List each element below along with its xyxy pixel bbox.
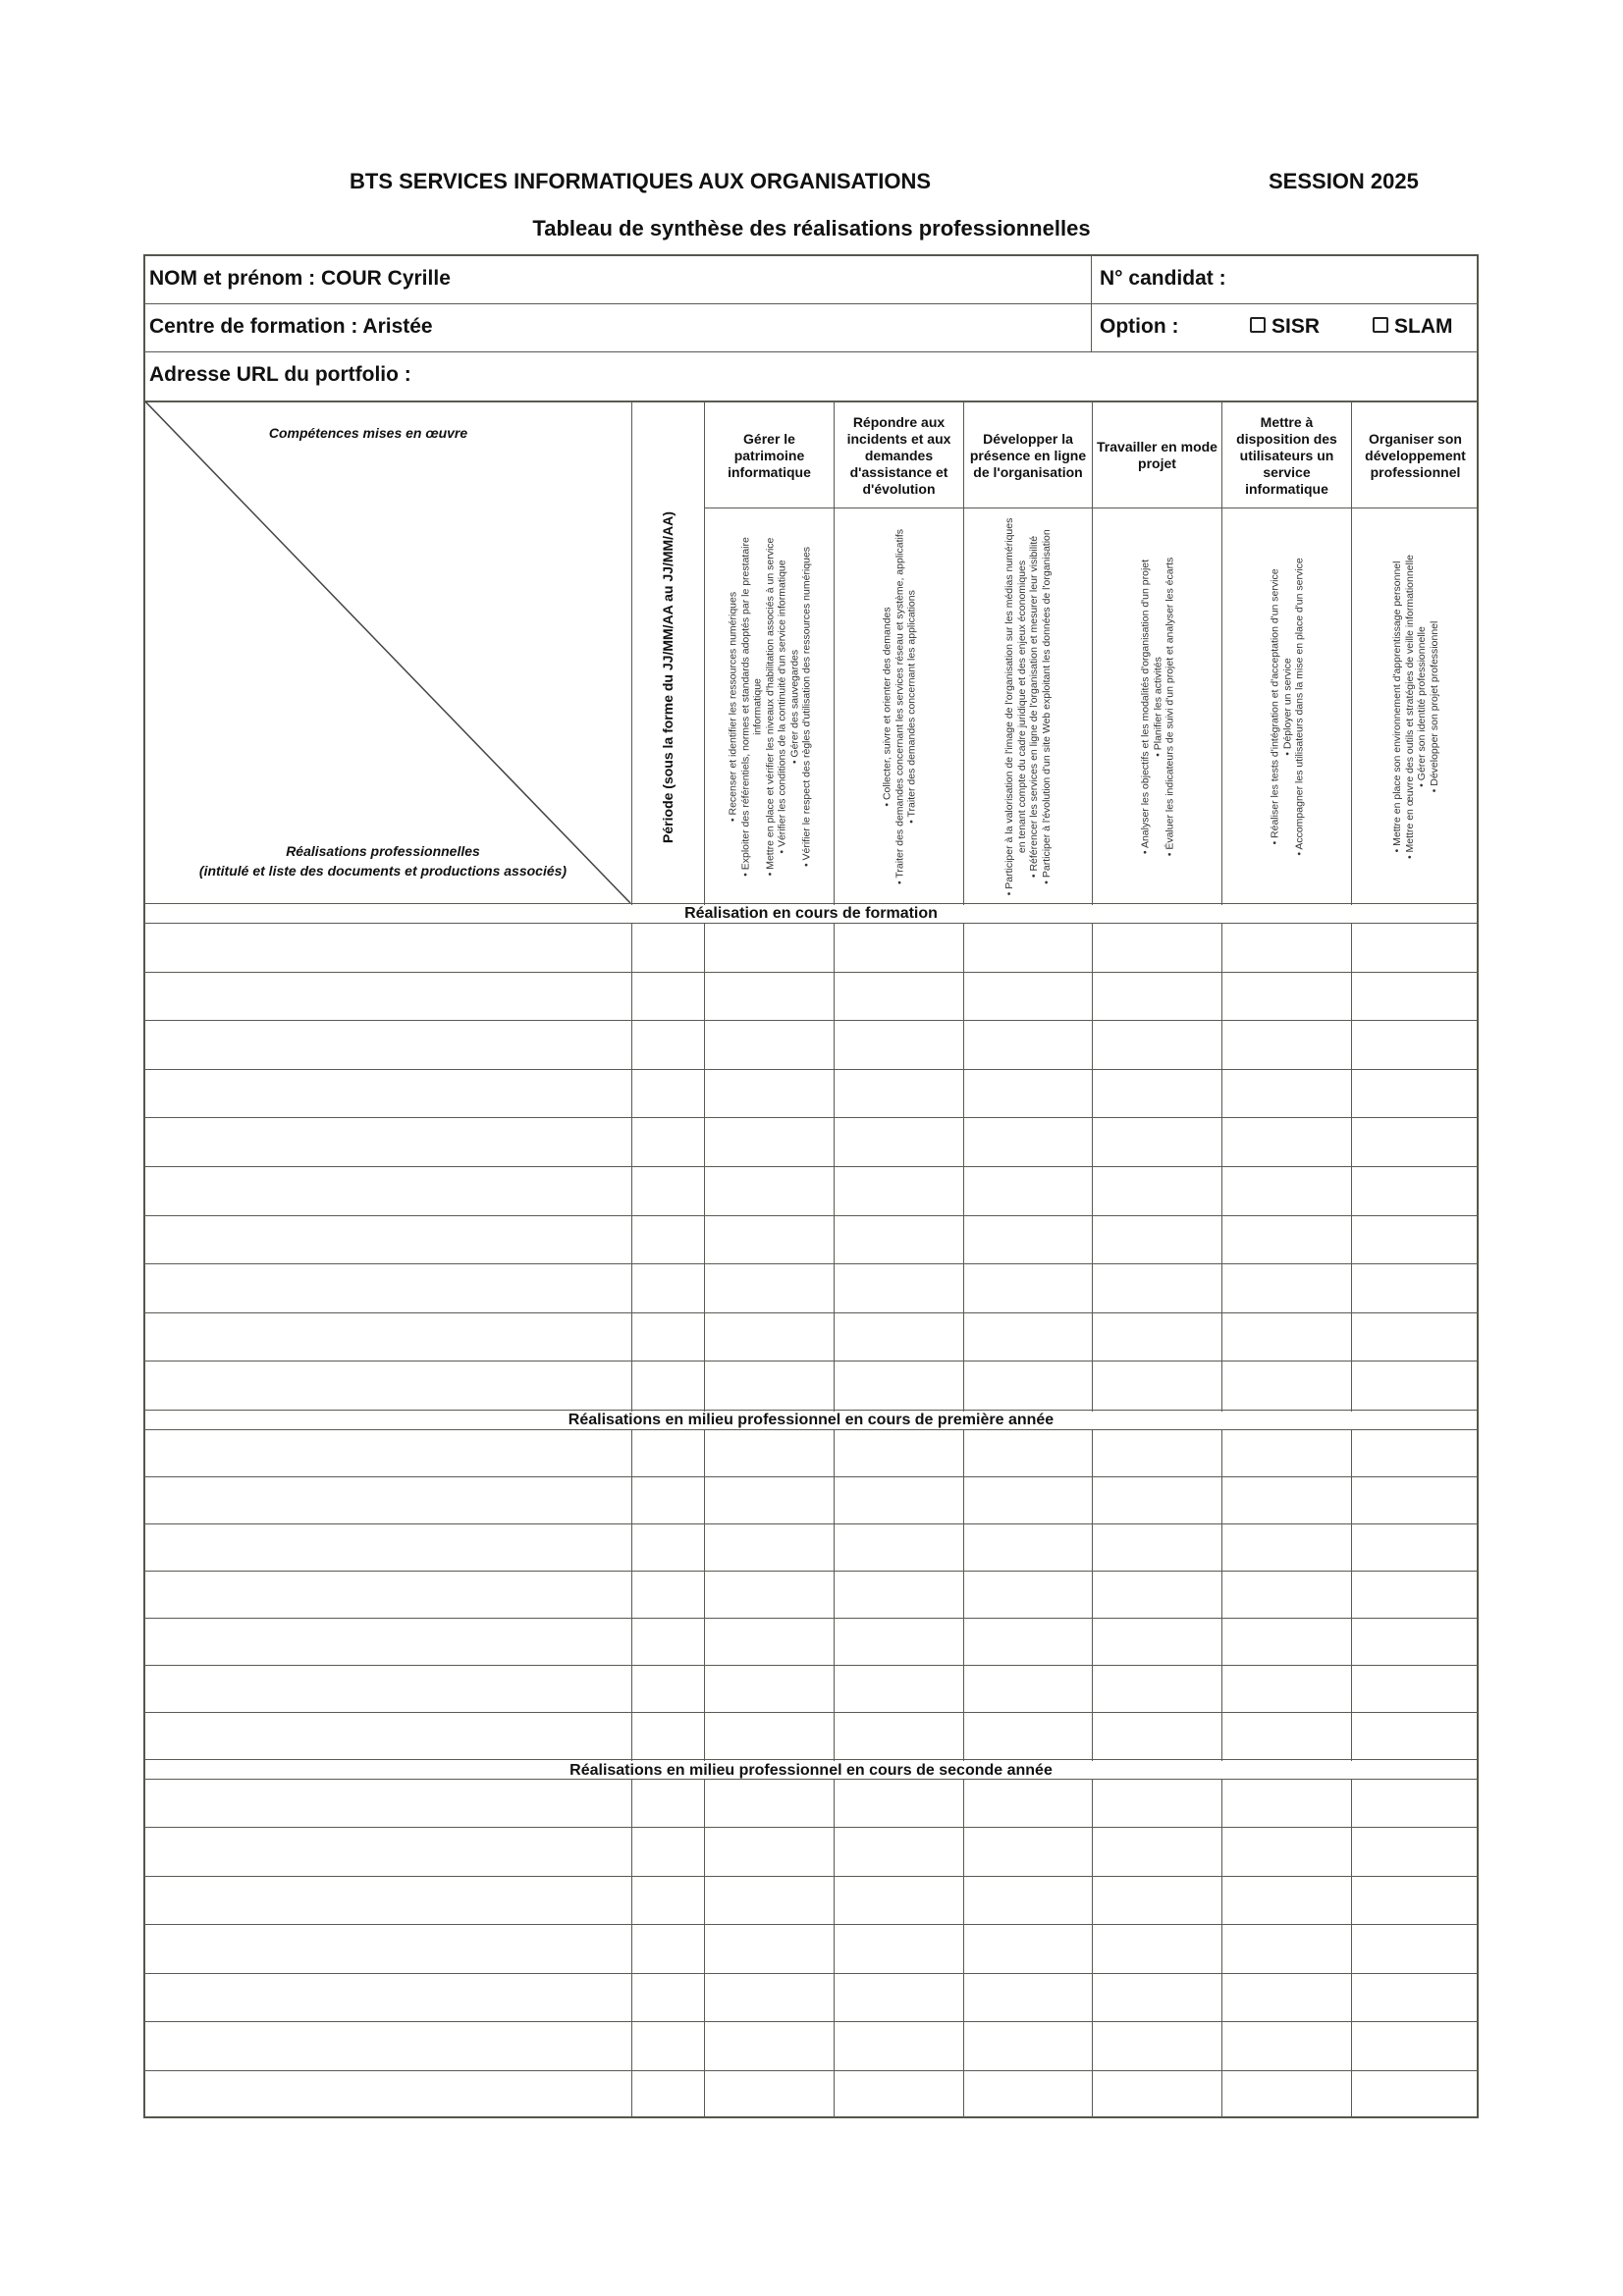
table-cell-c5[interactable] (1223, 1265, 1350, 1311)
competences-axis-label: Compétences mises en œuvre (268, 425, 468, 441)
table-cell-c3[interactable] (965, 1071, 1091, 1117)
table-cell-realisation[interactable] (147, 1022, 630, 1068)
table-cell-c6[interactable] (1353, 1431, 1478, 1475)
table-cell-c3[interactable] (965, 1829, 1091, 1874)
table-cell-realisation[interactable] (147, 1217, 630, 1263)
table-cell-c6[interactable] (1353, 1525, 1478, 1570)
table-cell-period[interactable] (633, 2072, 703, 2117)
row-divider (143, 1429, 1479, 1430)
competence-item: • Recenser et identifier les ressources numériques (726, 591, 738, 822)
table-cell-period[interactable] (633, 1217, 703, 1263)
table-cell-c6[interactable] (1353, 1314, 1478, 1361)
table-cell-c4[interactable] (1094, 1781, 1220, 1826)
row-divider (143, 1166, 1479, 1167)
table-cell-c1[interactable] (706, 1362, 833, 1409)
row-divider (143, 972, 1479, 973)
table-cell-period[interactable] (633, 1022, 703, 1068)
candidate-name-field[interactable]: NOM et prénom : COUR Cyrille (149, 267, 451, 290)
table-cell-c3[interactable] (965, 1265, 1091, 1311)
realisations-label-line1: Réalisations professionnelles (286, 843, 480, 859)
table-cell-c1[interactable] (706, 925, 833, 971)
row-divider (143, 1571, 1479, 1572)
table-cell-c2[interactable] (836, 1525, 962, 1570)
table-cell-period[interactable] (633, 1573, 703, 1617)
table-cell-c5[interactable] (1223, 1525, 1350, 1570)
table-cell-c6[interactable] (1353, 1781, 1478, 1826)
table-cell-c1[interactable] (706, 1975, 833, 2020)
table-cell-c4[interactable] (1094, 1878, 1220, 1923)
table-cell-c6[interactable] (1353, 1265, 1478, 1311)
table-cell-c2[interactable] (836, 1667, 962, 1711)
table-cell-c6[interactable] (1353, 1829, 1478, 1874)
competence-item: • Analyser les objectifs et les modalités d'organisation d'un projet (1138, 559, 1151, 854)
table-cell-c5[interactable] (1223, 1431, 1350, 1475)
row-divider (143, 1523, 1479, 1524)
table-cell-c5[interactable] (1223, 1975, 1350, 2020)
table-cell-c2[interactable] (836, 1478, 962, 1522)
table-cell-period[interactable] (633, 1667, 703, 1711)
competence-item: • Accompagner les utilisateurs dans la mise en place d'un service (1292, 557, 1305, 856)
table-cell-c3[interactable] (965, 1362, 1091, 1409)
table-cell-c4[interactable] (1094, 1022, 1220, 1068)
table-cell-realisation[interactable] (147, 2023, 630, 2068)
training-center-field[interactable]: Centre de formation : Aristée (149, 315, 433, 338)
competence-item: • Gérer son identité professionnelle (1415, 625, 1428, 787)
table-cell-c2[interactable] (836, 1217, 962, 1263)
table-cell-c2[interactable] (836, 1878, 962, 1923)
table-cell-c6[interactable] (1353, 1217, 1478, 1263)
table-cell-c2[interactable] (836, 1022, 962, 1068)
table-cell-c3[interactable] (965, 1573, 1091, 1617)
competence-item: • Développer son projet professionnel (1428, 620, 1439, 792)
table-cell-c6[interactable] (1353, 1362, 1478, 1409)
competence-items-4 (1093, 509, 1221, 903)
table-cell-realisation[interactable] (147, 1829, 630, 1874)
table-cell-realisation[interactable] (147, 1975, 630, 2020)
table-cell-realisation[interactable] (147, 1314, 630, 1361)
table-cell-c2[interactable] (836, 1829, 962, 1874)
table-cell-c1[interactable] (706, 1573, 833, 1617)
table-cell-c4[interactable] (1094, 1975, 1220, 2020)
competence-item: • Exploiter des référentiels, normes et standards adoptés par le prestataire informatique (738, 536, 763, 877)
table-cell-c4[interactable] (1094, 1071, 1220, 1117)
table-cell-c4[interactable] (1094, 1573, 1220, 1617)
table-cell-c5[interactable] (1223, 1071, 1350, 1117)
table-cell-c1[interactable] (706, 1119, 833, 1165)
option-slam-label: SLAM (1394, 315, 1453, 338)
option-label: Option : (1100, 315, 1179, 338)
portfolio-url-field[interactable]: Adresse URL du portfolio : (149, 363, 411, 386)
table-cell-c1[interactable] (706, 2023, 833, 2068)
table-cell-c5[interactable] (1223, 1478, 1350, 1522)
row-divider (143, 923, 1479, 924)
table-cell-realisation[interactable] (147, 1620, 630, 1664)
competence-item: • Déployer un service (1280, 657, 1293, 756)
table-cell-c1[interactable] (706, 1781, 833, 1826)
table-cell-c5[interactable] (1223, 1667, 1350, 1711)
table-cell-c6[interactable] (1353, 1022, 1478, 1068)
table-cell-c2[interactable] (836, 1314, 962, 1361)
row-divider (143, 351, 1479, 352)
table-cell-c3[interactable] (965, 1667, 1091, 1711)
row-divider (143, 1665, 1479, 1666)
subheader-divider (704, 507, 1479, 508)
table-cell-c6[interactable] (1353, 1620, 1478, 1664)
table-cell-c2[interactable] (836, 1119, 962, 1165)
table-cell-realisation[interactable] (147, 1119, 630, 1165)
table-cell-c4[interactable] (1094, 1667, 1220, 1711)
row-divider (143, 1759, 1479, 1760)
table-cell-period[interactable] (633, 1314, 703, 1361)
table-cell-c5[interactable] (1223, 925, 1350, 971)
table-cell-realisation[interactable] (147, 1573, 630, 1617)
table-cell-realisation[interactable] (147, 1781, 630, 1826)
row-divider (143, 2070, 1479, 2071)
row-divider (143, 1827, 1479, 1828)
table-cell-c4[interactable] (1094, 2072, 1220, 2117)
table-cell-c3[interactable] (965, 974, 1091, 1020)
table-cell-c4[interactable] (1094, 1314, 1220, 1361)
table-cell-c2[interactable] (836, 1168, 962, 1214)
table-cell-c6[interactable] (1353, 1478, 1478, 1522)
table-cell-realisation[interactable] (147, 1714, 630, 1758)
table-cell-period[interactable] (633, 1620, 703, 1664)
row-divider (143, 1924, 1479, 1925)
row-divider (143, 1712, 1479, 1713)
table-cell-realisation[interactable] (147, 1478, 630, 1522)
document-subtitle (0, 216, 1623, 241)
competence-items-5 (1222, 509, 1351, 903)
table-cell-c2[interactable] (836, 1975, 962, 2020)
table-cell-c4[interactable] (1094, 1431, 1220, 1475)
option-slam-checkbox[interactable] (1373, 315, 1453, 339)
table-cell-c2[interactable] (836, 1071, 962, 1117)
table-cell-c5[interactable] (1223, 1829, 1350, 1874)
competence-item: • Participer à l'évolution d'un site Web exploitant les données de l'organisation (1040, 528, 1053, 884)
table-cell-c6[interactable] (1353, 1975, 1478, 2020)
table-cell-c5[interactable] (1223, 1926, 1350, 1971)
table-cell-realisation[interactable] (147, 1168, 630, 1214)
table-cell-period[interactable] (633, 1714, 703, 1758)
table-cell-c1[interactable] (706, 1168, 833, 1214)
table-cell-c4[interactable] (1094, 1620, 1220, 1664)
table-cell-c3[interactable] (965, 1022, 1091, 1068)
table-cell-c5[interactable] (1223, 1781, 1350, 1826)
competence-header-6: Organiser son développement professionnel (1365, 430, 1466, 480)
table-cell-c5[interactable] (1223, 1620, 1350, 1664)
competence-header-5: Mettre à disposition des utilisateurs un service informatique (1236, 413, 1337, 497)
table-cell-c5[interactable] (1223, 1878, 1350, 1923)
table-cell-c2[interactable] (836, 1926, 962, 1971)
checkbox-icon (1250, 317, 1266, 333)
table-cell-c4[interactable] (1094, 1168, 1220, 1214)
table-cell-period[interactable] (633, 1781, 703, 1826)
competence-item: • Vérifier les conditions de la continuité d'un service informatique (775, 559, 787, 854)
table-cell-c4[interactable] (1094, 1714, 1220, 1758)
col-divider (1091, 254, 1092, 352)
table-cell-realisation[interactable] (147, 1431, 630, 1475)
option-sisr-checkbox[interactable] (1250, 315, 1320, 339)
table-cell-c3[interactable] (965, 1781, 1091, 1826)
table-cell-c6[interactable] (1353, 974, 1478, 1020)
table-cell-c2[interactable] (836, 1431, 962, 1475)
table-cell-c1[interactable] (706, 1071, 833, 1117)
competence-items-1 (705, 509, 834, 903)
row-divider (143, 1117, 1479, 1118)
table-cell-realisation[interactable] (147, 974, 630, 1020)
competence-item: • Participer à la valorisation de l'image de l'organisation sur les médias numériques en tenant compte du cadre juridique et des enjeux économiques (1003, 517, 1028, 895)
competence-item: • Traiter des demandes concernant les services réseau et système, applicatifs (893, 528, 905, 884)
competence-header-1: Gérer le patrimoine informatique (728, 430, 811, 480)
table-cell-c6[interactable] (1353, 2072, 1478, 2117)
table-cell-c3[interactable] (965, 1314, 1091, 1361)
table-cell-c4[interactable] (1094, 1362, 1220, 1409)
competence-items-3 (964, 509, 1092, 903)
table-cell-c1[interactable] (706, 1620, 833, 1664)
table-cell-period[interactable] (633, 2023, 703, 2068)
table-cell-period[interactable] (633, 1829, 703, 1874)
table-cell-c2[interactable] (836, 1714, 962, 1758)
table-cell-period[interactable] (633, 1878, 703, 1923)
table-cell-c4[interactable] (1094, 2023, 1220, 2068)
table-cell-c1[interactable] (706, 1265, 833, 1311)
period-header-text: Période (sous la forme du JJ/MM/AA au JJ/MM/AA) (660, 510, 676, 843)
table-cell-c2[interactable] (836, 2072, 962, 2117)
competence-item: • Mettre en œuvre des outils et stratégies de veille informationnelle (1403, 554, 1415, 859)
table-cell-period[interactable] (633, 974, 703, 1020)
row-divider (143, 1069, 1479, 1070)
table-cell-c2[interactable] (836, 2023, 962, 2068)
table-cell-c3[interactable] (965, 1878, 1091, 1923)
table-cell-c1[interactable] (706, 1878, 833, 1923)
table-cell-c4[interactable] (1094, 1119, 1220, 1165)
section-title-training: Réalisation en cours de formation (684, 905, 938, 922)
table-cell-c5[interactable] (1223, 1119, 1350, 1165)
competence-item: • Gérer des sauvegardes (787, 649, 800, 764)
row-divider (143, 1263, 1479, 1264)
competence-header-3: Développer la présence en ligne de l'organisation (969, 430, 1087, 480)
table-cell-realisation[interactable] (147, 1667, 630, 1711)
table-cell-c6[interactable] (1353, 1667, 1478, 1711)
table-cell-c6[interactable] (1353, 1168, 1478, 1214)
table-cell-c1[interactable] (706, 1525, 833, 1570)
table-cell-c3[interactable] (965, 925, 1091, 971)
table-cell-c2[interactable] (836, 974, 962, 1020)
table-cell-c3[interactable] (965, 2072, 1091, 2117)
realisations-axis-label (167, 841, 599, 881)
table-cell-c6[interactable] (1353, 1119, 1478, 1165)
table-cell-c3[interactable] (965, 1714, 1091, 1758)
table-cell-c3[interactable] (965, 1478, 1091, 1522)
option-sisr-label: SISR (1271, 315, 1321, 338)
table-cell-c3[interactable] (965, 1431, 1091, 1475)
table-cell-c6[interactable] (1353, 1573, 1478, 1617)
competence-item: • Référencer les services en ligne de l'organisation et mesurer leur visibilité (1028, 535, 1040, 878)
section-title-second-year: Réalisations en milieu professionnel en cours de seconde année (569, 1762, 1053, 1779)
table-cell-c5[interactable] (1223, 1168, 1350, 1214)
table-cell-c5[interactable] (1223, 1314, 1350, 1361)
row-divider (143, 1312, 1479, 1313)
table-cell-realisation[interactable] (147, 1926, 630, 1971)
table-cell-c3[interactable] (965, 1620, 1091, 1664)
table-cell-period[interactable] (633, 1525, 703, 1570)
table-cell-period[interactable] (633, 1975, 703, 2020)
section-title-first-year: Réalisations en milieu professionnel en cours de première année (568, 1412, 1055, 1428)
table-cell-c6[interactable] (1353, 2023, 1478, 2068)
competence-item: • Traiter des demandes concernant les applications (904, 589, 917, 824)
table-cell-c6[interactable] (1353, 1071, 1478, 1117)
table-cell-realisation[interactable] (147, 1525, 630, 1570)
table-cell-period[interactable] (633, 925, 703, 971)
table-cell-c5[interactable] (1223, 1714, 1350, 1758)
table-cell-c2[interactable] (836, 1573, 962, 1617)
table-cell-c6[interactable] (1353, 1926, 1478, 1971)
candidate-number-field[interactable]: N° candidat : (1100, 267, 1226, 290)
row-divider (143, 1476, 1479, 1477)
table-cell-period[interactable] (633, 1071, 703, 1117)
competence-items-6 (1352, 509, 1479, 903)
table-cell-c6[interactable] (1353, 1714, 1478, 1758)
row-divider (143, 1973, 1479, 1974)
row-divider (143, 2021, 1479, 2022)
row-divider (143, 1618, 1479, 1619)
table-cell-period[interactable] (633, 1431, 703, 1475)
table-cell-c1[interactable] (706, 1022, 833, 1068)
session-label: SESSION 2025 (1269, 169, 1419, 193)
competence-item: • Planifier les activités (1151, 656, 1163, 757)
table-cell-c5[interactable] (1223, 1022, 1350, 1068)
table-cell-c1[interactable] (706, 1478, 833, 1522)
table-cell-c1[interactable] (706, 1714, 833, 1758)
table-cell-c4[interactable] (1094, 1265, 1220, 1311)
table-cell-c6[interactable] (1353, 1878, 1478, 1923)
table-cell-c4[interactable] (1094, 1525, 1220, 1570)
table-cell-realisation[interactable] (147, 1071, 630, 1117)
table-cell-c2[interactable] (836, 1265, 962, 1311)
table-cell-c5[interactable] (1223, 974, 1350, 1020)
table-cell-realisation[interactable] (147, 1362, 630, 1409)
competence-header-2: Répondre aux incidents et aux demandes d'assistance et d'évolution (846, 413, 951, 497)
table-cell-period[interactable] (633, 1926, 703, 1971)
col-divider (631, 401, 632, 2118)
table-cell-c4[interactable] (1094, 1926, 1220, 1971)
table-cell-c1[interactable] (706, 1431, 833, 1475)
table-cell-c2[interactable] (836, 925, 962, 971)
table-cell-c4[interactable] (1094, 1217, 1220, 1263)
table-cell-realisation[interactable] (147, 1878, 630, 1923)
table-cell-c3[interactable] (965, 1217, 1091, 1263)
table-cell-period[interactable] (633, 1362, 703, 1409)
table-cell-c2[interactable] (836, 1620, 962, 1664)
table-cell-c1[interactable] (706, 1829, 833, 1874)
table-cell-c3[interactable] (965, 1926, 1091, 1971)
row-divider (143, 303, 1479, 304)
checkbox-icon (1373, 317, 1388, 333)
document-title: BTS SERVICES INFORMATIQUES AUX ORGANISATIONS (350, 169, 932, 193)
table-cell-c6[interactable] (1353, 925, 1478, 971)
row-divider (143, 1215, 1479, 1216)
row-divider (143, 1410, 1479, 1411)
competence-item: • Réaliser les tests d'intégration et d'acceptation d'un service (1268, 567, 1280, 845)
table-cell-realisation[interactable] (147, 1265, 630, 1311)
subtitle-text: Tableau de synthèse des réalisations professionnelles (532, 216, 1091, 240)
table-cell-c4[interactable] (1094, 925, 1220, 971)
realisations-label-line2: (intitulé et liste des documents et productions associés) (198, 863, 568, 879)
table-cell-c1[interactable] (706, 1314, 833, 1361)
table-cell-c1[interactable] (706, 974, 833, 1020)
table-cell-c2[interactable] (836, 1781, 962, 1826)
row-divider (143, 1361, 1479, 1362)
table-cell-c3[interactable] (965, 2023, 1091, 2068)
competence-items-2 (835, 509, 963, 903)
table-cell-c3[interactable] (965, 1525, 1091, 1570)
table-cell-period[interactable] (633, 1478, 703, 1522)
table-cell-c5[interactable] (1223, 2023, 1350, 2068)
competence-item: • Évaluer les indicateurs de suivi d'un projet et analyser les écarts (1163, 557, 1175, 856)
table-cell-c1[interactable] (706, 2072, 833, 2117)
table-cell-c2[interactable] (836, 1362, 962, 1409)
table-cell-c5[interactable] (1223, 2072, 1350, 2117)
table-cell-period[interactable] (633, 1265, 703, 1311)
diagonal-divider (145, 401, 632, 904)
period-column-header (632, 403, 703, 903)
competence-item: • Vérifier le respect des règles d'utilisation des ressources numériques (799, 546, 812, 867)
table-cell-c3[interactable] (965, 1168, 1091, 1214)
table-cell-c1[interactable] (706, 1667, 833, 1711)
table-cell-c1[interactable] (706, 1926, 833, 1971)
table-cell-period[interactable] (633, 1119, 703, 1165)
table-cell-c4[interactable] (1094, 1478, 1220, 1522)
competence-item: • Mettre en place son environnement d'apprentissage personnel (1390, 561, 1403, 852)
table-cell-c1[interactable] (706, 1217, 833, 1263)
row-divider (143, 1876, 1479, 1877)
competence-item: • Mettre en place et vérifier les niveaux d'habilitation associés à un service (763, 537, 776, 876)
table-cell-realisation[interactable] (147, 2072, 630, 2117)
table-cell-c4[interactable] (1094, 1829, 1220, 1874)
table-cell-c3[interactable] (965, 1119, 1091, 1165)
row-divider (143, 903, 1479, 904)
table-cell-c5[interactable] (1223, 1217, 1350, 1263)
table-cell-c5[interactable] (1223, 1362, 1350, 1409)
competence-item: • Collecter, suivre et orienter des demandes (880, 606, 893, 807)
table-cell-period[interactable] (633, 1168, 703, 1214)
table-cell-realisation[interactable] (147, 925, 630, 971)
row-divider (143, 1020, 1479, 1021)
table-cell-c5[interactable] (1223, 1573, 1350, 1617)
table-cell-c3[interactable] (965, 1975, 1091, 2020)
competence-header-4: Travailler en mode projet (1097, 439, 1217, 471)
table-cell-c4[interactable] (1094, 974, 1220, 1020)
